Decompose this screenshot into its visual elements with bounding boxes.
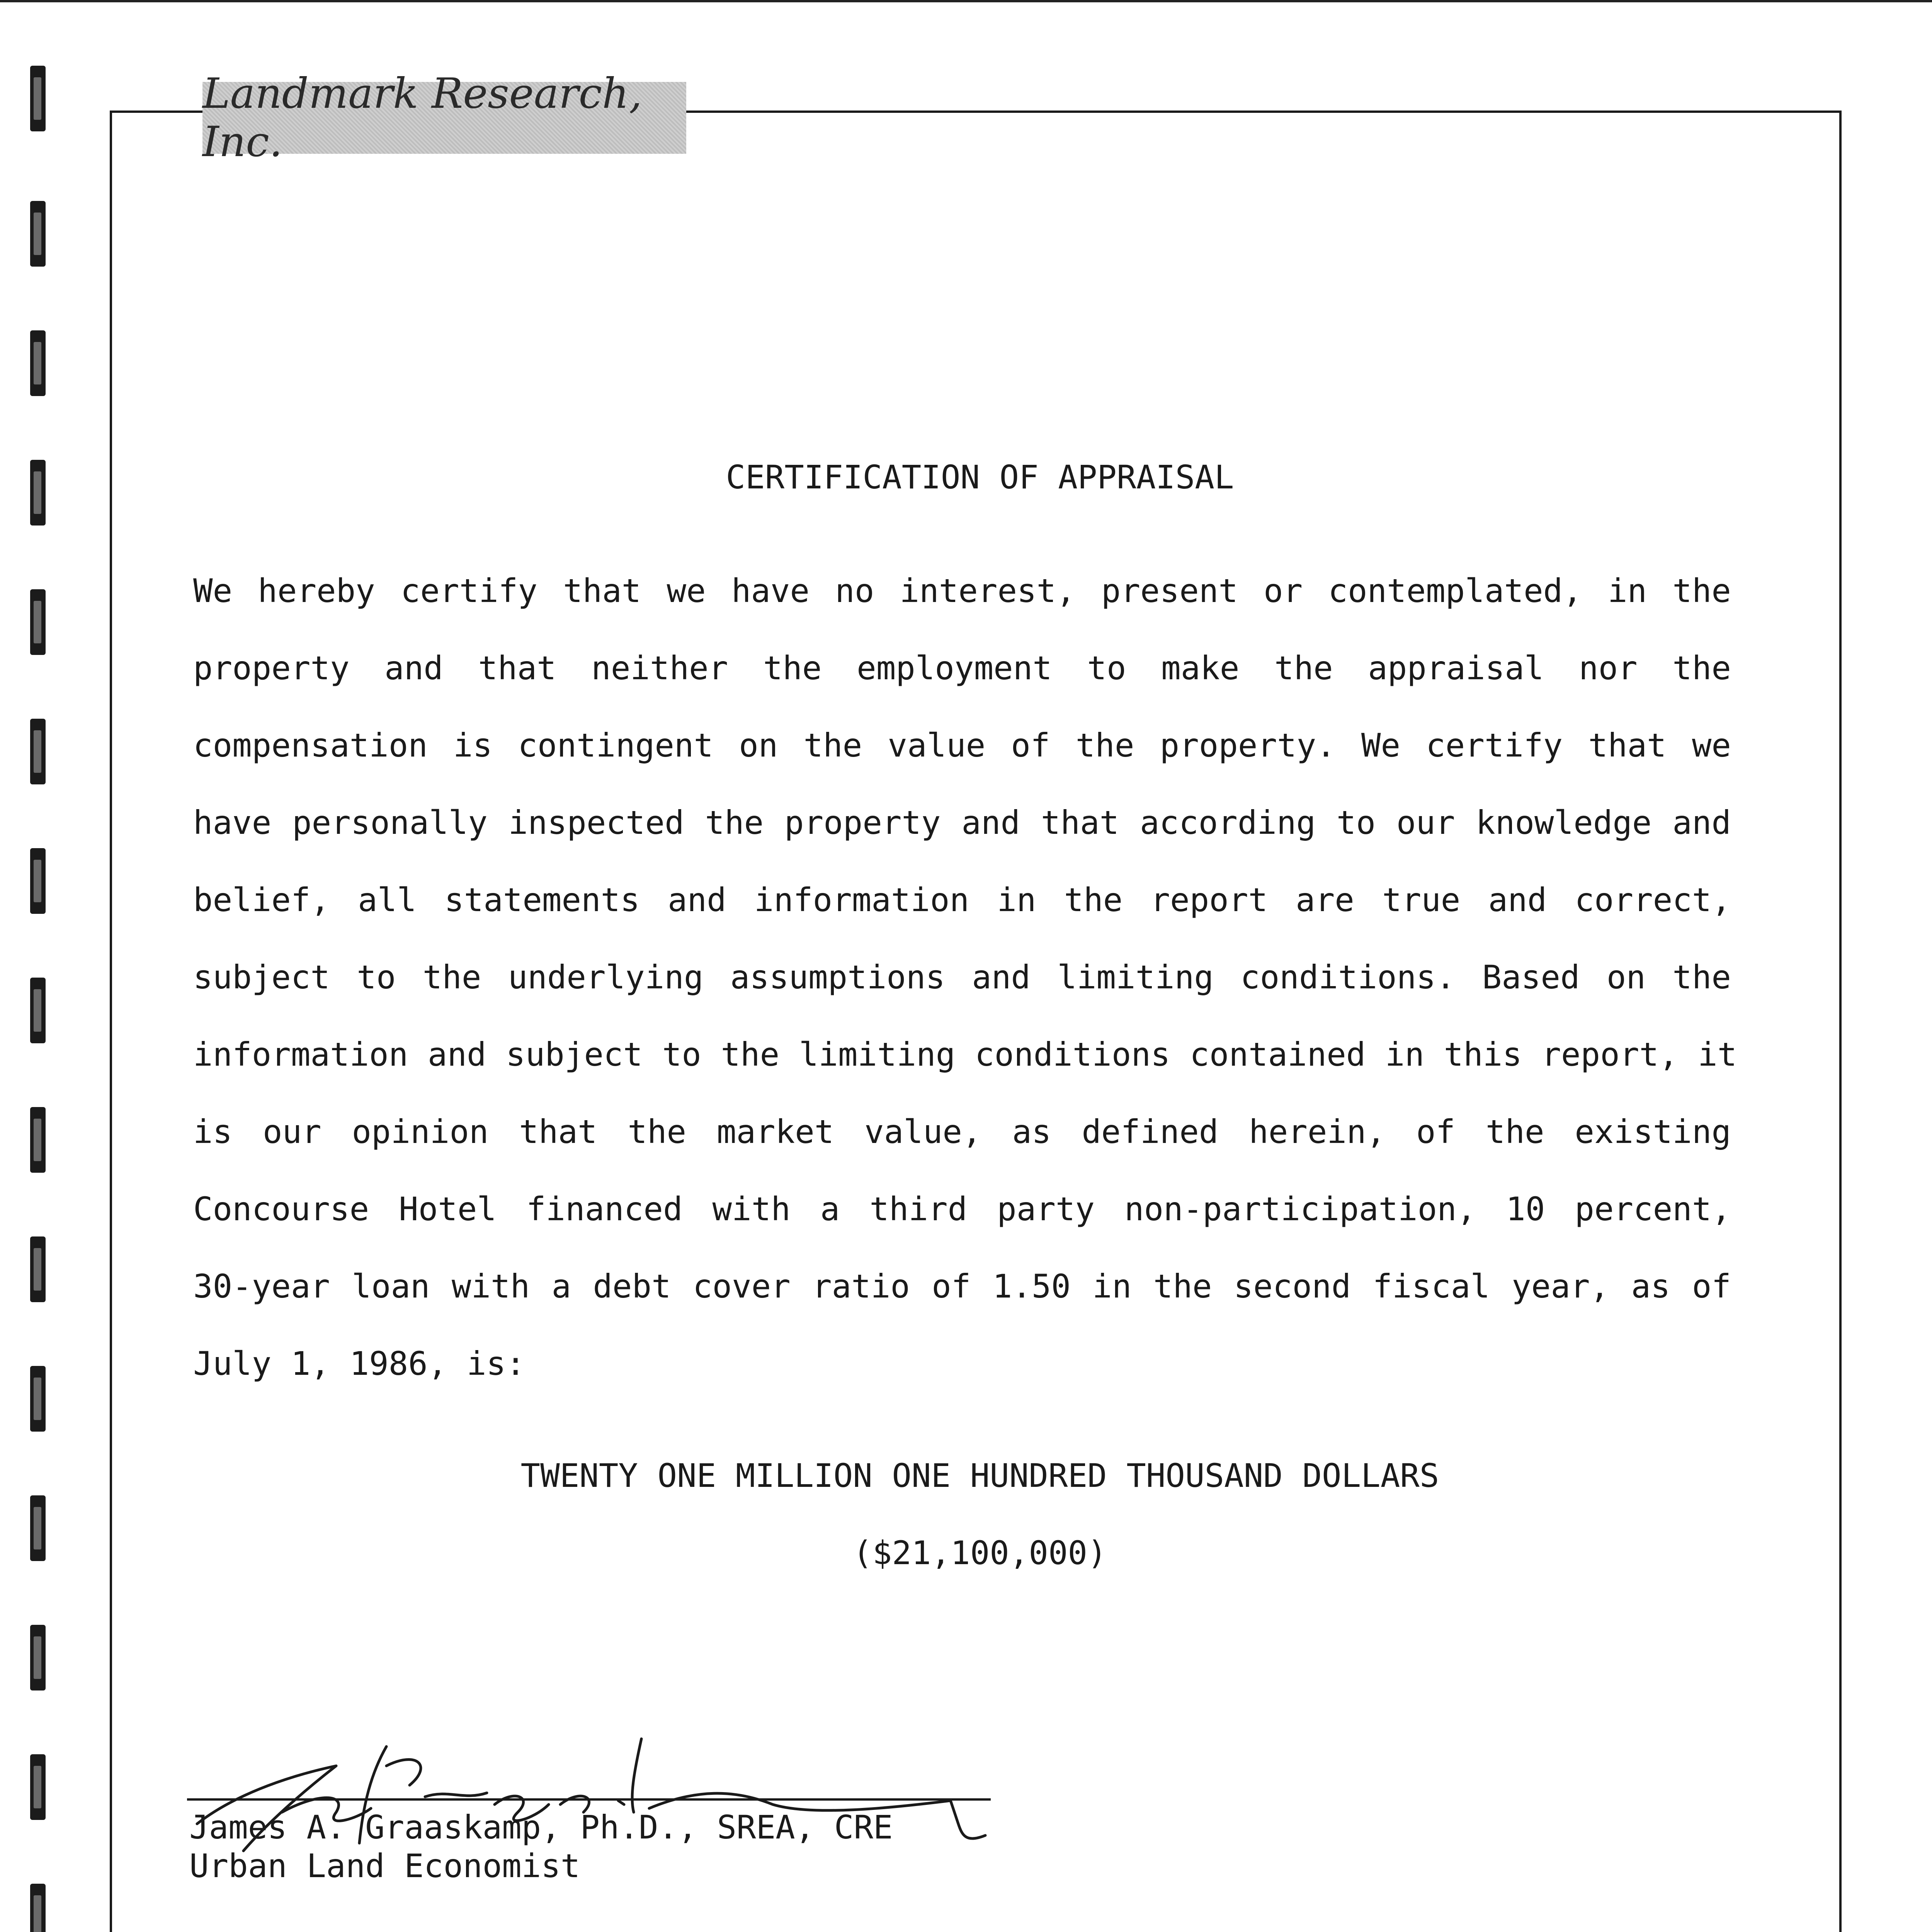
binding-hole [30,330,46,396]
signature-line [187,1798,991,1801]
body-line: subject to the underlying assumptions and limiting conditions. Based on the [193,958,1731,996]
appraised-value-words: TWENTY ONE MILLION ONE HUNDRED THOUSAND DOLLARS [520,1457,1439,1495]
binding-hole [30,1107,46,1173]
signer-name: James A. Graaskamp, Ph.D., SREA, CRE [189,1808,893,1846]
page-frame [110,111,1842,1932]
binding-hole [30,1625,46,1690]
body-line: property and that neither the employment to make the appraisal nor the [193,649,1731,687]
signer-title: Urban Land Economist [189,1847,580,1885]
binding-hole [30,1754,46,1820]
document-title: CERTIFICATION OF APPRAISAL [726,458,1234,496]
binding-hole [30,66,46,131]
body-line: information and subject to the limiting conditions contained in this report, it [193,1036,1737,1073]
body-line: July 1, 1986, is: [193,1345,526,1383]
binding-hole [30,1884,46,1932]
binding-hole [30,589,46,655]
binding-hole [30,1236,46,1302]
body-line: We hereby certify that we have no interest, present or contemplated, in the [193,572,1731,610]
letterhead-company-name: Landmark Research, Inc. [202,70,642,166]
letterhead-logo [202,70,686,166]
body-line: belief, all statements and information in the report are true and correct, [193,881,1731,919]
binding-hole [30,848,46,914]
appraised-value-number: ($21,100,000) [853,1534,1107,1572]
binding-hole [30,1366,46,1432]
binding-hole [30,978,46,1043]
body-line: have personally inspected the property and that according to our knowledge and [193,804,1731,842]
body-line: 30-year loan with a debt cover ratio of 1.50 in the second fiscal year, as of [193,1267,1731,1305]
body-line: is our opinion that the market value, as defined herein, of the existing [193,1113,1731,1151]
body-line: Concourse Hotel financed with a third party non-participation, 10 percent, [193,1190,1731,1228]
binding-hole [30,719,46,784]
body-line: compensation is contingent on the value of the property. We certify that we [193,726,1731,764]
page-top-edge [0,0,1932,2]
binding-hole [30,201,46,267]
